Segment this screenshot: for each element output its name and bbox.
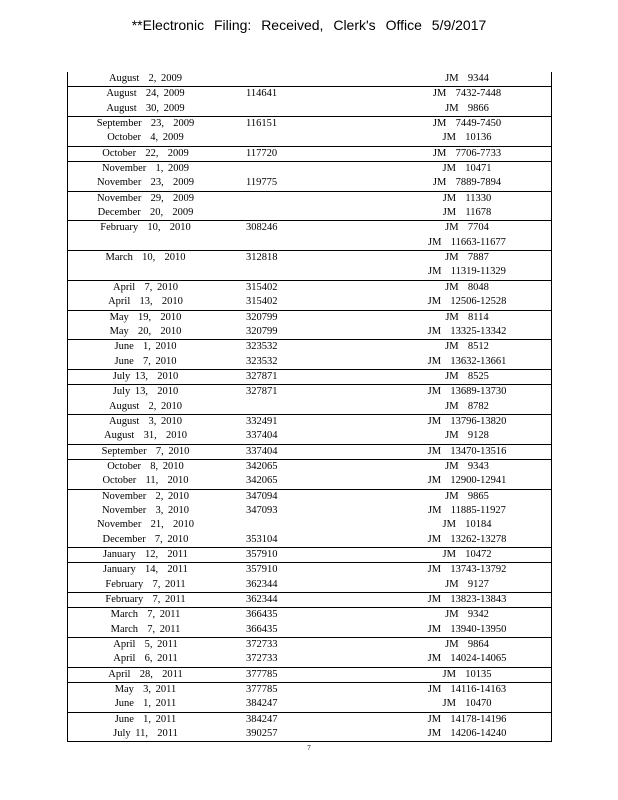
jm-cell: JM 13470-13516 xyxy=(427,445,507,457)
number-cell: 312818 xyxy=(246,252,278,264)
table-row-group xyxy=(68,280,551,310)
jm-cell: JM 9865 xyxy=(445,490,489,502)
jm-cell: JM 10184 xyxy=(442,519,492,531)
table-row xyxy=(68,192,551,206)
date-cell: January 12, 2011 xyxy=(103,549,188,560)
jm-cell: JM 8782 xyxy=(445,400,489,412)
number-cell: 390257 xyxy=(246,728,278,740)
date-cell: August 2, 2010 xyxy=(108,400,183,412)
date-cell: May 3, 2011 xyxy=(114,684,177,696)
jm-cell: JM 13262-13278 xyxy=(427,533,507,545)
jm-cell: JM 11885-11927 xyxy=(428,504,506,516)
date-cell: April 28, 2011 xyxy=(108,668,183,680)
date-cell: March 7, 2011 xyxy=(110,609,181,621)
date-cell: March 10, 2010 xyxy=(105,252,186,264)
date-cell: November 3, 2010 xyxy=(101,504,190,516)
date-cell: November 1, 2009 xyxy=(101,163,190,175)
number-cell: 119775 xyxy=(246,177,278,189)
jm-cell: JM 10136 xyxy=(442,132,492,144)
date-cell: November 29, 2009 xyxy=(97,192,194,204)
number-cell: 372733 xyxy=(246,653,278,665)
number-cell xyxy=(223,518,383,532)
jm-cell: JM 11678 xyxy=(442,207,492,219)
table-row-group xyxy=(68,86,551,116)
date-cell: October 4, 2009 xyxy=(107,132,184,144)
date-cell: December 20, 2009 xyxy=(97,207,194,219)
table-row xyxy=(68,727,551,741)
date-cell: April 5, 2011 xyxy=(113,639,178,651)
number-cell xyxy=(223,206,383,220)
table-row-group xyxy=(68,72,551,86)
number-cell: 353104 xyxy=(246,533,278,545)
table-row xyxy=(68,668,551,682)
table-row xyxy=(68,578,551,592)
table-row-group xyxy=(68,250,551,280)
table-row-group xyxy=(68,592,551,607)
jm-cell: JM 8512 xyxy=(445,341,489,353)
date-cell: July 11, 2011 xyxy=(113,728,178,740)
table-row-group xyxy=(68,339,551,369)
table-row xyxy=(68,400,551,414)
date-cell: September 7, 2010 xyxy=(101,445,190,457)
number-cell: 342065 xyxy=(246,475,278,487)
table-row xyxy=(68,490,551,504)
table-row xyxy=(68,474,551,488)
date-cell: July 13, 2010 xyxy=(112,370,179,382)
jm-cell: JM 13689-13730 xyxy=(427,386,507,398)
date-cell: August 31, 2010 xyxy=(104,430,187,442)
jm-cell: JM 13940-13950 xyxy=(427,623,507,635)
jm-cell: JM 9864 xyxy=(445,639,489,651)
number-cell: 320799 xyxy=(246,325,278,337)
date-cell xyxy=(68,265,223,279)
table-row-group xyxy=(68,562,551,592)
number-cell: 347094 xyxy=(246,490,278,502)
table-row xyxy=(68,311,551,325)
table-row xyxy=(68,102,551,116)
number-cell xyxy=(223,192,383,206)
number-cell: 320799 xyxy=(246,311,278,323)
table-row xyxy=(68,593,551,607)
jm-cell: JM 12900-12941 xyxy=(427,475,507,487)
number-cell: 117720 xyxy=(246,147,278,159)
table-row-group xyxy=(68,637,551,667)
table-row xyxy=(68,281,551,295)
table-row-group xyxy=(68,607,551,637)
date-cell: July 13, 2010 xyxy=(112,386,179,398)
table-row-group xyxy=(68,489,551,547)
table-row-group xyxy=(68,146,551,161)
date-cell: February 7, 2011 xyxy=(105,594,186,606)
jm-cell: JM 9127 xyxy=(445,578,489,590)
table-row xyxy=(68,131,551,145)
jm-cell: JM 8114 xyxy=(445,311,489,323)
date-cell: June 1, 2010 xyxy=(114,341,177,353)
number-cell xyxy=(223,162,383,176)
table-row-group xyxy=(68,414,551,444)
number-cell: 332491 xyxy=(246,415,278,427)
jm-cell: JM 9128 xyxy=(445,430,489,442)
jm-cell: JM 9342 xyxy=(445,609,489,621)
table-row xyxy=(68,623,551,637)
number-cell: 315402 xyxy=(246,296,278,308)
table-row xyxy=(68,638,551,652)
date-cell: June 1, 2011 xyxy=(114,698,177,710)
jm-cell: JM 10135 xyxy=(442,668,492,680)
date-cell: October 22, 2009 xyxy=(102,147,189,159)
table-row-group xyxy=(68,116,551,146)
table-row xyxy=(68,265,551,279)
date-cell xyxy=(68,236,223,250)
table-row xyxy=(68,236,551,250)
table-row xyxy=(68,87,551,101)
page-number: 7 xyxy=(307,744,311,752)
date-cell: November 21, 2010 xyxy=(97,519,194,531)
table-row xyxy=(68,251,551,265)
record-table xyxy=(67,72,552,742)
number-cell: 342065 xyxy=(246,460,278,472)
jm-cell: JM 14178-14196 xyxy=(427,713,507,725)
date-cell: August 24, 2009 xyxy=(106,88,185,100)
table-row xyxy=(68,340,551,354)
jm-cell: JM 11663-11677 xyxy=(428,236,506,248)
number-cell xyxy=(223,236,383,250)
table-row xyxy=(68,117,551,131)
date-cell: January 14, 2011 xyxy=(103,564,188,576)
jm-cell: JM 7887 xyxy=(445,252,489,264)
table-row xyxy=(68,548,551,562)
jm-cell: JM 14024-14065 xyxy=(427,653,507,665)
table-row xyxy=(68,683,551,697)
jm-cell: JM 9344 xyxy=(445,73,489,84)
table-row xyxy=(68,652,551,666)
number-cell: 337404 xyxy=(246,445,278,457)
number-cell: 372733 xyxy=(246,639,278,651)
date-cell: August 2, 2009 xyxy=(108,73,183,84)
table-row xyxy=(68,385,551,399)
number-cell: 366435 xyxy=(246,609,278,621)
jm-cell: JM 10472 xyxy=(442,549,492,560)
table-row-group xyxy=(68,712,551,742)
date-cell: June 1, 2011 xyxy=(114,713,177,725)
date-cell: March 7, 2011 xyxy=(110,623,181,635)
table-row-group xyxy=(68,191,551,221)
number-cell: 377785 xyxy=(246,684,278,696)
number-cell: 114641 xyxy=(246,88,278,100)
table-row xyxy=(68,697,551,711)
date-cell: April 7, 2010 xyxy=(113,281,178,293)
number-cell xyxy=(223,131,383,145)
table-row-group xyxy=(68,444,551,459)
number-cell xyxy=(223,102,383,116)
date-cell: November 23, 2009 xyxy=(97,177,194,189)
number-cell: 337404 xyxy=(246,430,278,442)
table-row xyxy=(68,370,551,384)
table-row xyxy=(68,504,551,518)
date-cell: August 30, 2009 xyxy=(106,102,185,114)
number-cell xyxy=(223,265,383,279)
jm-cell: JM 12506-12528 xyxy=(427,296,507,308)
number-cell: 384247 xyxy=(246,698,278,710)
jm-cell: JM 7432-7448 xyxy=(432,88,502,100)
table-row xyxy=(68,533,551,547)
jm-cell: JM 8525 xyxy=(445,370,489,382)
date-cell: September 23, 2009 xyxy=(96,118,195,130)
jm-cell: JM 9343 xyxy=(445,460,489,472)
number-cell: 357910 xyxy=(246,564,278,576)
table-row xyxy=(68,206,551,220)
table-row-group xyxy=(68,667,551,682)
jm-cell: JM 7706-7733 xyxy=(432,147,502,159)
jm-cell: JM 13796-13820 xyxy=(427,415,507,427)
table-row xyxy=(68,713,551,727)
number-cell: 323532 xyxy=(246,355,278,367)
table-row xyxy=(68,72,551,86)
number-cell xyxy=(223,400,383,414)
number-cell: 327871 xyxy=(246,370,278,382)
number-cell xyxy=(223,72,383,86)
jm-cell: JM 7704 xyxy=(445,222,489,234)
table-row xyxy=(68,295,551,309)
table-row xyxy=(68,608,551,622)
table-row-group xyxy=(68,369,551,384)
date-cell: August 3, 2010 xyxy=(108,415,183,427)
table-row-group xyxy=(68,161,551,191)
table-row-group xyxy=(68,459,551,489)
number-cell: 308246 xyxy=(246,222,278,234)
number-cell: 116151 xyxy=(246,118,278,130)
table-row xyxy=(68,460,551,474)
jm-cell: JM 7889-7894 xyxy=(432,177,502,189)
table-row xyxy=(68,429,551,443)
table-row xyxy=(68,518,551,532)
date-cell: April 13, 2010 xyxy=(108,296,183,308)
jm-cell: JM 14206-14240 xyxy=(427,728,507,740)
date-cell: November 2, 2010 xyxy=(101,490,190,502)
number-cell: 323532 xyxy=(246,341,278,353)
number-cell: 327871 xyxy=(246,386,278,398)
number-cell: 377785 xyxy=(246,668,278,680)
jm-cell: JM 8048 xyxy=(445,281,489,293)
jm-cell: JM 10470 xyxy=(442,698,492,710)
table-row xyxy=(68,415,551,429)
filing-header: **Electronic Filing: Received, Clerk's Office 5/9/2017 xyxy=(131,17,487,33)
jm-cell: JM 13632-13661 xyxy=(427,355,507,367)
table-row-group xyxy=(68,310,551,340)
number-cell: 362344 xyxy=(246,578,278,590)
jm-cell: JM 11330 xyxy=(442,192,492,204)
number-cell: 384247 xyxy=(246,713,278,725)
jm-cell: JM 11319-11329 xyxy=(428,266,506,278)
table-row-group xyxy=(68,547,551,562)
jm-cell: JM 9866 xyxy=(445,102,489,114)
table-row-group xyxy=(68,682,551,712)
date-cell: October 11, 2010 xyxy=(102,475,189,487)
number-cell: 347093 xyxy=(246,504,278,516)
table-row xyxy=(68,221,551,235)
number-cell: 357910 xyxy=(246,549,278,560)
table-row xyxy=(68,162,551,176)
table-row xyxy=(68,563,551,577)
date-cell: February 10, 2010 xyxy=(100,222,191,234)
date-cell: April 6, 2011 xyxy=(113,653,178,665)
jm-cell: JM 13743-13792 xyxy=(427,564,507,576)
jm-cell: JM 14116-14163 xyxy=(427,684,507,696)
table-row xyxy=(68,325,551,339)
date-cell: June 7, 2010 xyxy=(114,355,177,367)
table-row-group xyxy=(68,384,551,414)
date-cell: May 19, 2010 xyxy=(109,311,182,323)
date-cell: October 8, 2010 xyxy=(107,460,184,472)
number-cell: 362344 xyxy=(246,594,278,606)
table-row xyxy=(68,355,551,369)
jm-cell: JM 10471 xyxy=(442,163,492,175)
table-row-group xyxy=(68,220,551,250)
date-cell: February 7, 2011 xyxy=(105,578,186,590)
jm-cell: JM 13325-13342 xyxy=(427,325,507,337)
date-cell: December 7, 2010 xyxy=(102,533,189,545)
jm-cell: JM 13823-13843 xyxy=(427,594,507,606)
table-row xyxy=(68,147,551,161)
table-row xyxy=(68,445,551,459)
date-cell: May 20, 2010 xyxy=(109,325,182,337)
table-row xyxy=(68,176,551,190)
number-cell: 366435 xyxy=(246,623,278,635)
jm-cell: JM 7449-7450 xyxy=(432,118,502,130)
number-cell: 315402 xyxy=(246,281,278,293)
